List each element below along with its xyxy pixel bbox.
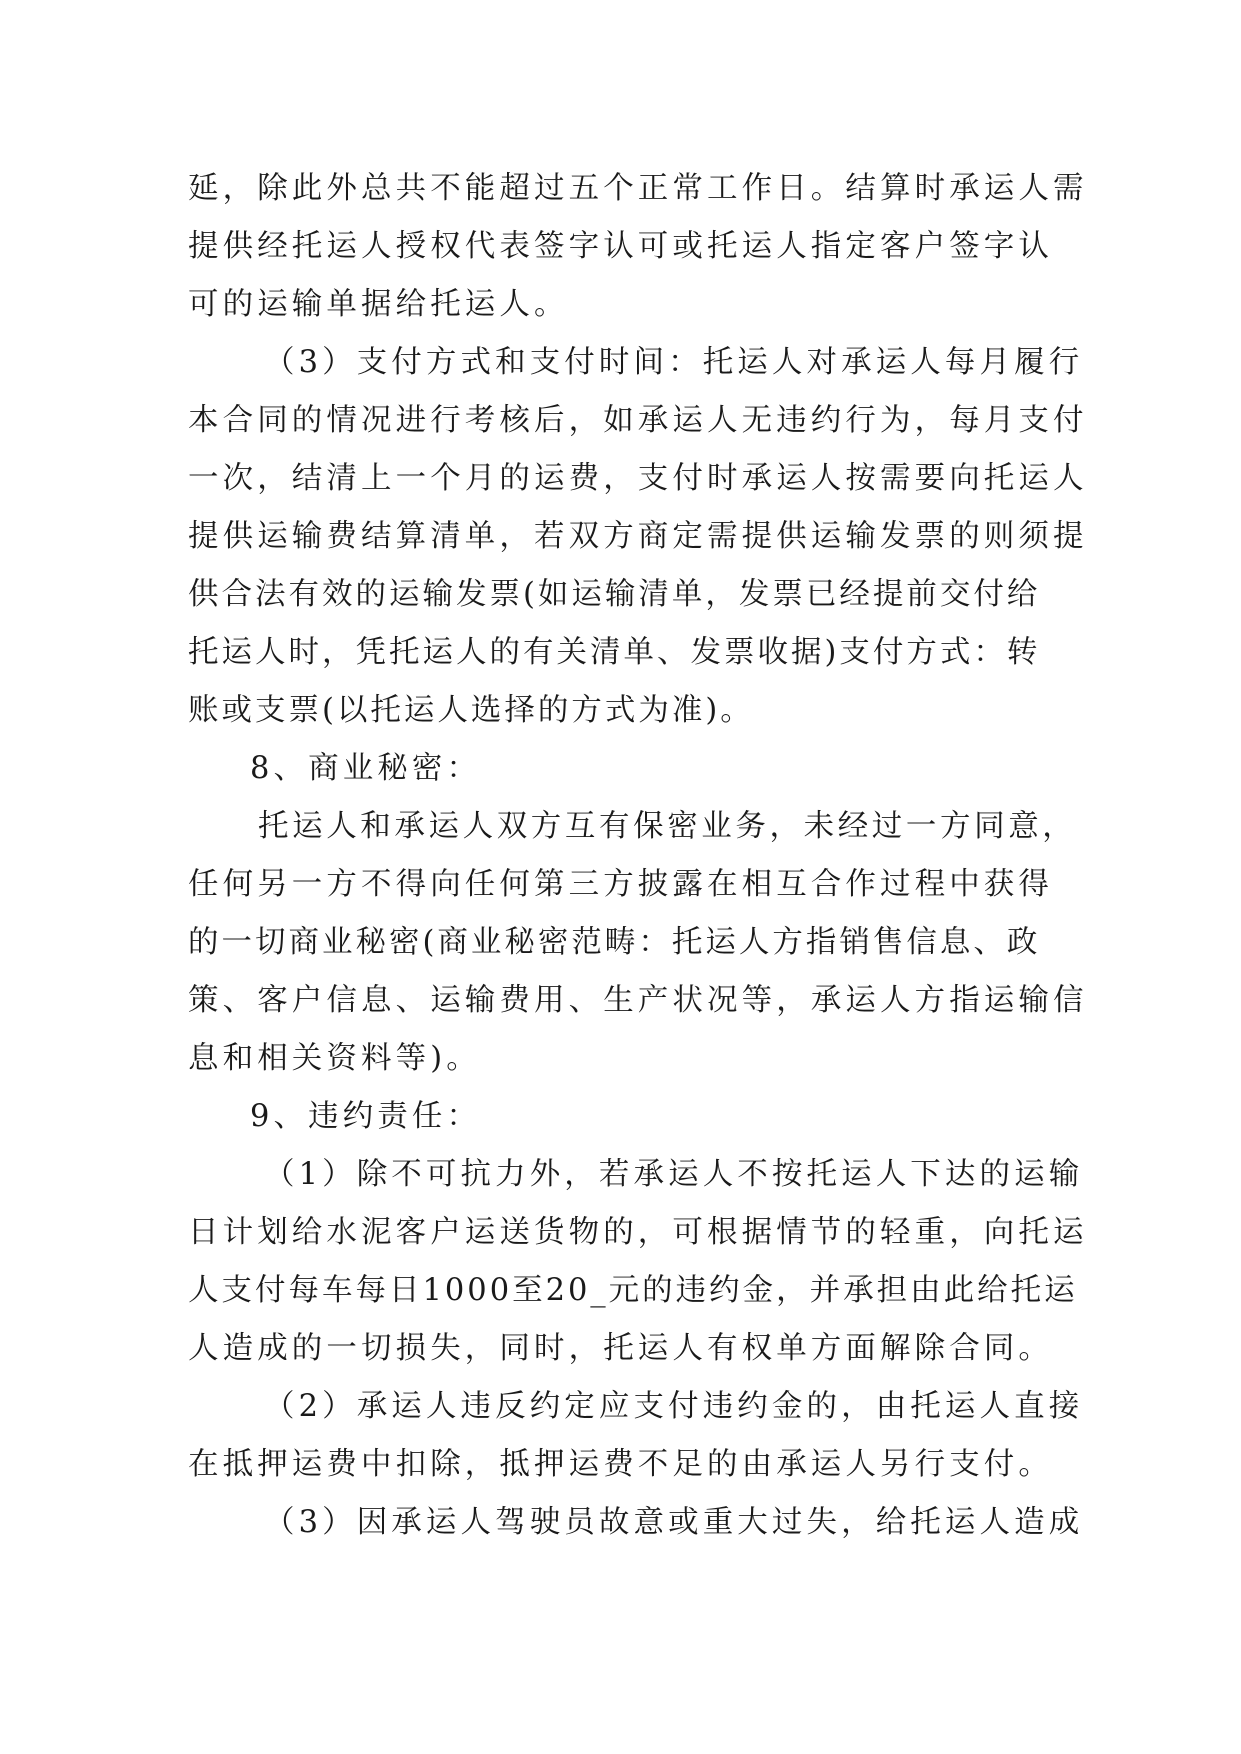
clause-3-payment: （3）支付方式和支付时间：托运人对承运人每月履行 [264,345,1084,380]
clause-1-penalty: （1）除不可抗力外，若承运人不按托运人下达的运输 [264,1157,1084,1192]
text-line: 托运人和承运人双方互有保密业务，未经过一方同意， [258,809,1077,844]
document-body [188,160,1088,1552]
text-line: 息和相关资料等)。 [188,1041,481,1076]
text-line: 供合法有效的运输发票(如运输清单，发票已经提前交付给 [188,577,1041,612]
text-line: 人支付每车每日1000至20_元的违约金，并承担由此给托运 [188,1273,1078,1308]
text-line: 可的运输单据给托运人。 [188,287,569,322]
text-line: 策、客户信息、运输费用、生产状况等，承运人方指运输信 [188,983,1088,1018]
section-heading-9: 9、违约责任： [250,1099,482,1134]
text-line: 日计划给水泥客户运送货物的，可根据情节的轻重，向托运 [188,1215,1088,1250]
text-line: 在抵押运费中扣除，抵押运费不足的由承运人另行支付。 [188,1447,1053,1482]
clause-3-penalty: （3）因承运人驾驶员故意或重大过失，给托运人造成 [264,1505,1084,1540]
text-line: 延，除此外总共不能超过五个正常工作日。结算时承运人需 [188,171,1088,206]
text-line: 账或支票(以托运人选择的方式为准)。 [188,693,754,728]
text-line: 提供经托运人授权代表签字认可或托运人指定客户签字认 [188,229,1053,264]
text-line: 提供运输费结算清单，若双方商定需提供运输发票的则须提 [188,519,1088,554]
text-line: 托运人时，凭托运人的有关清单、发票收据)支付方式：转 [188,635,1041,670]
section-heading-8: 8、商业秘密： [250,751,482,786]
text-line: 一次，结清上一个月的运费，支付时承运人按需要向托运人 [188,461,1088,496]
text-line: 的一切商业秘密(商业秘密范畴：托运人方指销售信息、政 [188,925,1041,960]
text-line: 任何另一方不得向任何第三方披露在相互合作过程中获得 [188,867,1053,902]
text-line: 本合同的情况进行考核后，如承运人无违约行为，每月支付 [188,403,1088,438]
clause-2-penalty: （2）承运人违反约定应支付违约金的，由托运人直接 [264,1389,1084,1424]
text-line: 人造成的一切损失，同时，托运人有权单方面解除合同。 [188,1331,1053,1366]
